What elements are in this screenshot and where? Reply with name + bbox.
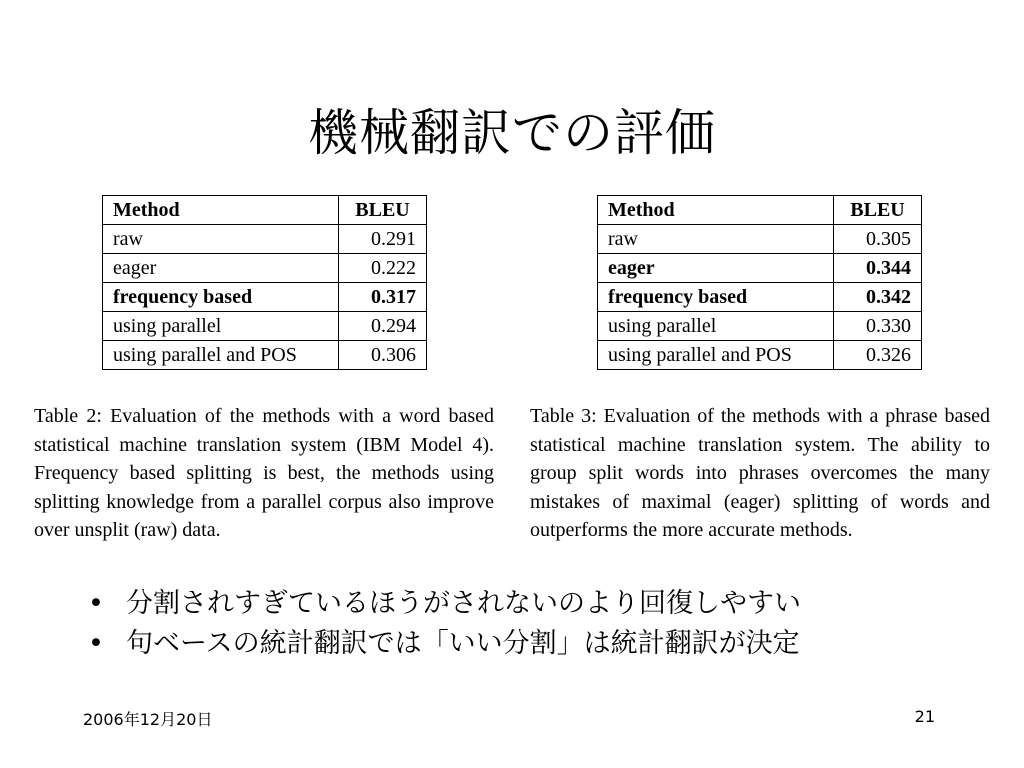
bullet-list — [80, 584, 801, 664]
table3-method-cell: using parallel and POS — [598, 341, 834, 370]
table3-bleu-results — [597, 195, 922, 370]
table2-header-bleu: BLEU — [339, 196, 427, 225]
table2-bleu-cell: 0.317 — [339, 283, 427, 312]
table-row — [598, 312, 922, 341]
page-number: 21 — [914, 707, 935, 726]
footer-date: 2006年12月20日 — [83, 710, 213, 729]
table3-method-cell: frequency based — [598, 283, 834, 312]
table3-header-method: Method — [598, 196, 834, 225]
table-row — [598, 341, 922, 370]
slide-title: 機械翻訳での評価 — [308, 104, 716, 162]
table-row — [103, 312, 427, 341]
table2-caption: Table 2: Evaluation of the methods with a word based statistical machine translation system (IBM Model 4). Frequency based splitting is best, the methods using splitting knowledge from a parallel corpus also improve over unsplit (raw) data. — [34, 405, 494, 542]
table3-bleu-cell: 0.342 — [834, 283, 922, 312]
table2-bleu-cell: 0.294 — [339, 312, 427, 341]
bullet-marker: • — [88, 588, 104, 619]
table2-method-cell: frequency based — [103, 283, 339, 312]
table3-bleu-cell: 0.344 — [834, 254, 922, 283]
table3-header-bleu: BLEU — [834, 196, 922, 225]
table2-method-cell: using parallel — [103, 312, 339, 341]
table-row — [103, 254, 427, 283]
bullet-text: 句ベースの統計翻訳では「いい分割」は統計翻訳が決定 — [126, 628, 800, 659]
table2-header-method: Method — [103, 196, 339, 225]
table2-bleu-cell: 0.222 — [339, 254, 427, 283]
bullet-marker: • — [88, 628, 104, 659]
table2-bleu-cell: 0.306 — [339, 341, 427, 370]
table3-method-cell: raw — [598, 225, 834, 254]
table3-method-cell: using parallel — [598, 312, 834, 341]
table-row — [103, 341, 427, 370]
bullet-text: 分割されすぎているほうがされないのより回復しやすい — [126, 588, 801, 619]
table2-header-row — [103, 196, 427, 225]
table3-bleu-cell: 0.330 — [834, 312, 922, 341]
list-item — [80, 584, 801, 624]
table3-bleu-cell: 0.326 — [834, 341, 922, 370]
table-row — [598, 225, 922, 254]
table-row — [598, 283, 922, 312]
table-row — [598, 254, 922, 283]
table2-method-cell: eager — [103, 254, 339, 283]
table2-method-cell: raw — [103, 225, 339, 254]
table2-method-cell: using parallel and POS — [103, 341, 339, 370]
table-row — [103, 283, 427, 312]
table3-caption: Table 3: Evaluation of the methods with a phrase based statistical machine translation system. The ability to group split words into phrases overcomes the many mistakes of maximal (eager) splitting of words and outperforms the more accurate methods. — [530, 405, 990, 542]
table2-bleu-results — [102, 195, 427, 370]
table3-header-row — [598, 196, 922, 225]
list-item — [80, 624, 801, 664]
table3-bleu-cell: 0.305 — [834, 225, 922, 254]
table2-bleu-cell: 0.291 — [339, 225, 427, 254]
table-row — [103, 225, 427, 254]
table3-method-cell: eager — [598, 254, 834, 283]
